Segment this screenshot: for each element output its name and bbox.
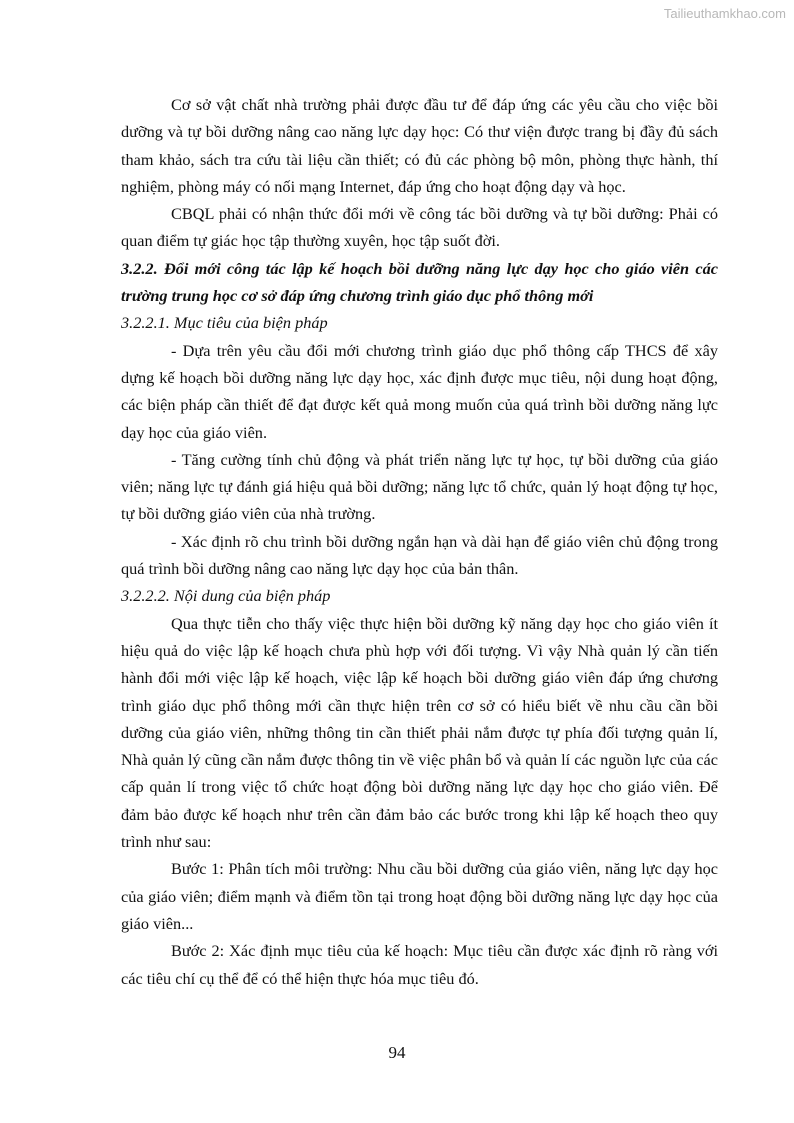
- paragraph-facilities: Cơ sở vật chất nhà trường phải được đầu tư để đáp ứng các yêu cầu cho việc bồi dưỡng và tự bồi dưỡng nâng cao năng lực dạy học: Có thư viện được trang bị đầy đủ sách tham khảo, sách tra cứu tài liệu cần thiết; có đủ các phòng bộ môn, phòng thực hành, thí nghiệm, phòng máy có nối mạng Internet, đáp ứng cho hoạt động dạy và học.: [121, 95, 718, 196]
- page-number: 94: [388, 1043, 406, 1062]
- subheading-3-2-2-2: 3.2.2.2. Nội dung của biện pháp: [121, 586, 331, 606]
- subheading-3-2-2-1: 3.2.2.1. Mục tiêu của biện pháp: [121, 313, 328, 333]
- paragraph-goal-1: - Dựa trên yêu cầu đổi mới chương trình giáo dục phổ thông cấp THCS để xây dựng kế hoạch bồi dưỡng năng lực dạy học, xác định được mục tiêu, nội dung hoạt động, các biện pháp cần thiết để đạt được kết quả mong muốn của quá trình bồi dưỡng năng lực dạy học của giáo viên.: [121, 340, 718, 442]
- paragraph-step-2: Bước 2: Xác định mục tiêu của kế hoạch: Mục tiêu cần được xác định rõ ràng với các tiêu chí cụ thể để có thể hiện thực hóa mục tiêu đó.: [121, 941, 718, 988]
- paragraph-step-1: Bước 1: Phân tích môi trường: Nhu cầu bồi dưỡng của giáo viên, năng lực dạy học của giáo viên; điểm mạnh và điểm tồn tại trong hoạt động bồi dưỡng năng lực dạy học của giáo viên...: [121, 859, 718, 933]
- paragraph-goal-2: - Tăng cường tính chủ động và phát triển năng lực tự học, tự bồi dưỡng của giáo viên; năng lực tự đánh giá hiệu quả bồi dưỡng; năng lực tổ chức, quản lý hoạt động tự học, tự bồi dưỡng giáo viên của nhà trường.: [121, 449, 718, 524]
- paragraph-cbql: CBQL phải có nhận thức đổi mới về công tác bồi dưỡng và tự bồi dưỡng: Phải có quan điểm tự giác học tập thường xuyên, học tập suốt đời.: [121, 204, 718, 251]
- paragraph-content: Qua thực tiễn cho thấy việc thực hiện bồi dưỡng kỹ năng dạy học cho giáo viên ít hiệu quả do việc lập kế hoạch chưa phù hợp với đối tượng. Vì vậy Nhà quản lý cần tiến hành đổi mới việc lập kế hoạch, việc lập kế hoạch bồi dưỡng giáo viên đáp ứng chương trình giáo dục phổ thông mới cần thực hiện trên cơ sở có hiểu biết về nhu cầu cần bồi dưỡng của giáo viên, những thông tin cần thiết phải nắm được tự phía đối tượng quản lí, Nhà quản lý cũng cần nắm được thông tin về việc phân bổ và quản lí các nguồn lực của các cấp quản lí trong việc tổ chức hoạt động bòi dưỡng năng lực dạy học cho giáo viên. Để đảm bảo được kế hoạch như trên cần đảm bảo các bước trong khi lập kế hoạch theo quy trình như sau:: [121, 613, 718, 852]
- paragraph-goal-3: - Xác định rõ chu trình bồi dưỡng ngắn hạn và dài hạn để giáo viên chủ động trong quá trình bồi dưỡng nâng cao năng lực dạy học của bản thân.: [121, 531, 718, 579]
- page-body: [121, 91, 718, 992]
- section-heading-3-2-2: 3.2.2. Đổi mới công tác lập kế hoạch bồi dưỡng năng lực dạy học cho giáo viên các trường trung học cơ sở đáp ứng chương trình giáo dục phổ thông mới: [121, 258, 718, 306]
- watermark: Tailieuthamkhao.com: [663, 6, 786, 21]
